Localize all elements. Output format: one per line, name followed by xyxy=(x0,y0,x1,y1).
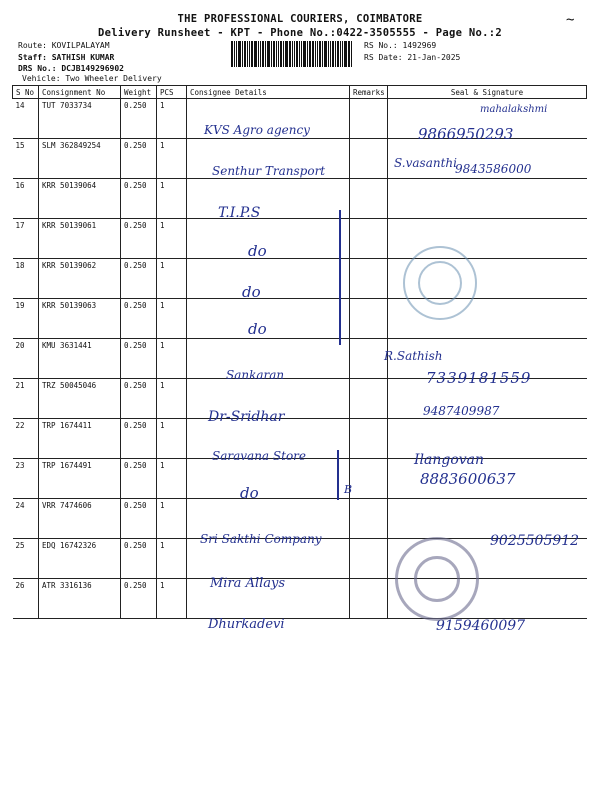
cell-remarks xyxy=(350,499,388,539)
cell-pcs: 1 xyxy=(157,419,187,459)
cell-weight: 0.250 xyxy=(121,579,157,619)
consignee-handwriting: KVS Agro agency xyxy=(204,123,310,137)
cell-consignment: VRR 7474606 xyxy=(39,499,121,539)
consignee-handwriting: Mira Allays xyxy=(210,576,286,591)
cell-pcs: 1 xyxy=(157,219,187,259)
cell-pcs: 1 xyxy=(157,579,187,619)
cell-remarks xyxy=(350,379,388,419)
cell-remarks xyxy=(350,539,388,579)
consignee-handwriting: do xyxy=(248,320,267,338)
cell-remarks xyxy=(350,139,388,179)
cell-weight: 0.250 xyxy=(121,219,157,259)
cell-pcs: 1 xyxy=(157,499,187,539)
cell-sno: 18 xyxy=(13,259,39,299)
signature-handwriting: mahalakshmi xyxy=(480,104,548,115)
cell-sno: 24 xyxy=(13,499,39,539)
barcode xyxy=(231,41,357,67)
consignee-handwriting: Sankaran xyxy=(226,368,285,382)
cell-sno: 19 xyxy=(13,299,39,339)
cell-weight: 0.250 xyxy=(121,459,157,499)
cell-pcs: 1 xyxy=(157,339,187,379)
col-consignment: Consignment No xyxy=(39,86,121,99)
col-remarks: Remarks xyxy=(350,86,388,99)
cell-pcs: 1 xyxy=(157,379,187,419)
cell-pcs: 1 xyxy=(157,99,187,139)
staff-label: Staff: SATHISH KUMAR xyxy=(18,53,115,62)
cell-remarks xyxy=(350,419,388,459)
cell-consignment: KRR 50139064 xyxy=(39,179,121,219)
signature-handwriting: 7339181559 xyxy=(426,369,532,387)
remarks-mark: B xyxy=(344,483,353,496)
runsheet-subtitle: Delivery Runsheet - KPT - Phone No.:0422-3505555 - Page No.:2 xyxy=(98,27,502,39)
cell-consignee xyxy=(187,259,350,299)
cell-consignment: ATR 3316136 xyxy=(39,579,121,619)
col-consignee: Consignee Details xyxy=(187,86,350,99)
cell-pcs: 1 xyxy=(157,299,187,339)
cell-consignment: TRP 1674411 xyxy=(39,419,121,459)
signature-handwriting: 9159460097 xyxy=(436,618,526,634)
consignee-handwriting: Senthur Transport xyxy=(212,164,326,178)
cell-consignment: TRP 1674491 xyxy=(39,459,121,499)
rs-number: RS No.: 1492969 xyxy=(364,41,437,50)
cell-sno: 20 xyxy=(13,339,39,379)
cell-sno: 17 xyxy=(13,219,39,259)
cell-consignment: KRR 50139063 xyxy=(39,299,121,339)
table-header-row xyxy=(13,86,587,99)
table-row xyxy=(13,299,587,339)
consignee-handwriting: Dhurkadevi xyxy=(208,617,285,632)
consignee-handwriting: T.I.P.S xyxy=(218,205,261,221)
cell-remarks xyxy=(350,259,388,299)
cell-remarks xyxy=(350,219,388,259)
cell-pcs: 1 xyxy=(157,179,187,219)
cell-weight: 0.250 xyxy=(121,339,157,379)
cell-consignee xyxy=(187,299,350,339)
col-sno: S No xyxy=(13,86,39,99)
cell-weight: 0.250 xyxy=(121,99,157,139)
table-row xyxy=(13,579,587,619)
cell-weight: 0.250 xyxy=(121,179,157,219)
remarks-bracket-line xyxy=(339,210,341,345)
cell-sno: 22 xyxy=(13,419,39,459)
cell-sno: 25 xyxy=(13,539,39,579)
scan-mark: ~ xyxy=(566,12,575,28)
signature-handwriting: R.Sathish xyxy=(384,349,443,363)
col-signature: Seal & Signature xyxy=(388,86,587,99)
cell-consignment: KRR 50139062 xyxy=(39,259,121,299)
cell-consignment: TUT 7033734 xyxy=(39,99,121,139)
runsheet-title: THE PROFESSIONAL COURIERS, COIMBATORE xyxy=(177,13,423,25)
cell-weight: 0.250 xyxy=(121,379,157,419)
cell-pcs: 1 xyxy=(157,539,187,579)
consignee-handwriting: Saravana Store xyxy=(212,449,307,463)
cell-sno: 14 xyxy=(13,99,39,139)
cell-pcs: 1 xyxy=(157,459,187,499)
cell-weight: 0.250 xyxy=(121,259,157,299)
consignee-handwriting: Dr-Sridhar xyxy=(208,409,285,425)
consignee-handwriting: Sri Sakthi Company xyxy=(200,532,322,546)
cell-pcs: 1 xyxy=(157,139,187,179)
cell-weight: 0.250 xyxy=(121,299,157,339)
rs-date: RS Date: 21-Jan-2025 xyxy=(364,53,461,62)
cell-remarks xyxy=(350,179,388,219)
signature-handwriting: 9866950293 xyxy=(418,125,514,143)
cell-weight: 0.250 xyxy=(121,419,157,459)
cell-consignee xyxy=(187,179,350,219)
cell-sno: 16 xyxy=(13,179,39,219)
cell-sno: 15 xyxy=(13,139,39,179)
cell-consignment: EDQ 16742326 xyxy=(39,539,121,579)
company-seal-stamp-inner xyxy=(414,556,460,602)
signature-handwriting: 8883600637 xyxy=(420,470,516,488)
cell-consignee xyxy=(187,459,353,499)
cell-signature xyxy=(388,179,587,219)
cell-sno: 21 xyxy=(13,379,39,419)
cell-sno: 26 xyxy=(13,579,39,619)
remarks-bracket-line xyxy=(337,450,339,500)
signature-handwriting: 9025505912 xyxy=(490,533,580,549)
cell-remarks xyxy=(350,579,388,619)
cell-remarks xyxy=(350,99,388,139)
cell-consignment: TRZ 50045046 xyxy=(39,379,121,419)
table-row xyxy=(13,179,587,219)
cell-consignment: KMU 3631441 xyxy=(39,339,121,379)
signature-handwriting: 9487409987 xyxy=(423,404,500,418)
cell-remarks xyxy=(350,339,388,379)
cell-pcs: 1 xyxy=(157,259,187,299)
cell-remarks xyxy=(350,459,388,499)
cell-weight: 0.250 xyxy=(121,539,157,579)
drs-number: DRS No.: DCJB149296902 xyxy=(18,64,124,73)
table-row xyxy=(13,259,587,299)
cell-weight: 0.250 xyxy=(121,139,157,179)
cell-consignment: SLM 362849254 xyxy=(39,139,121,179)
cell-sno: 23 xyxy=(13,459,39,499)
consignee-handwriting: do xyxy=(240,484,259,502)
cell-weight: 0.250 xyxy=(121,499,157,539)
col-pcs: PCS xyxy=(157,86,187,99)
signature-handwriting: S.vasanthi xyxy=(394,156,457,170)
consignee-handwriting: do xyxy=(248,242,267,260)
col-weight: Weight xyxy=(121,86,157,99)
signature-handwriting: Ilangovan xyxy=(414,452,485,468)
signature-handwriting: 9843586000 xyxy=(455,162,532,176)
route-label: Route: KOVILPALAYAM xyxy=(18,41,110,50)
table-row xyxy=(13,219,587,259)
cell-consignee xyxy=(187,219,350,259)
vehicle-label: Vehicle: Two Wheeler Delivery xyxy=(22,74,162,83)
consignee-handwriting: do xyxy=(242,283,261,301)
cell-remarks xyxy=(350,299,388,339)
courier-seal-stamp-inner xyxy=(418,261,462,305)
cell-consignment: KRR 50139061 xyxy=(39,219,121,259)
